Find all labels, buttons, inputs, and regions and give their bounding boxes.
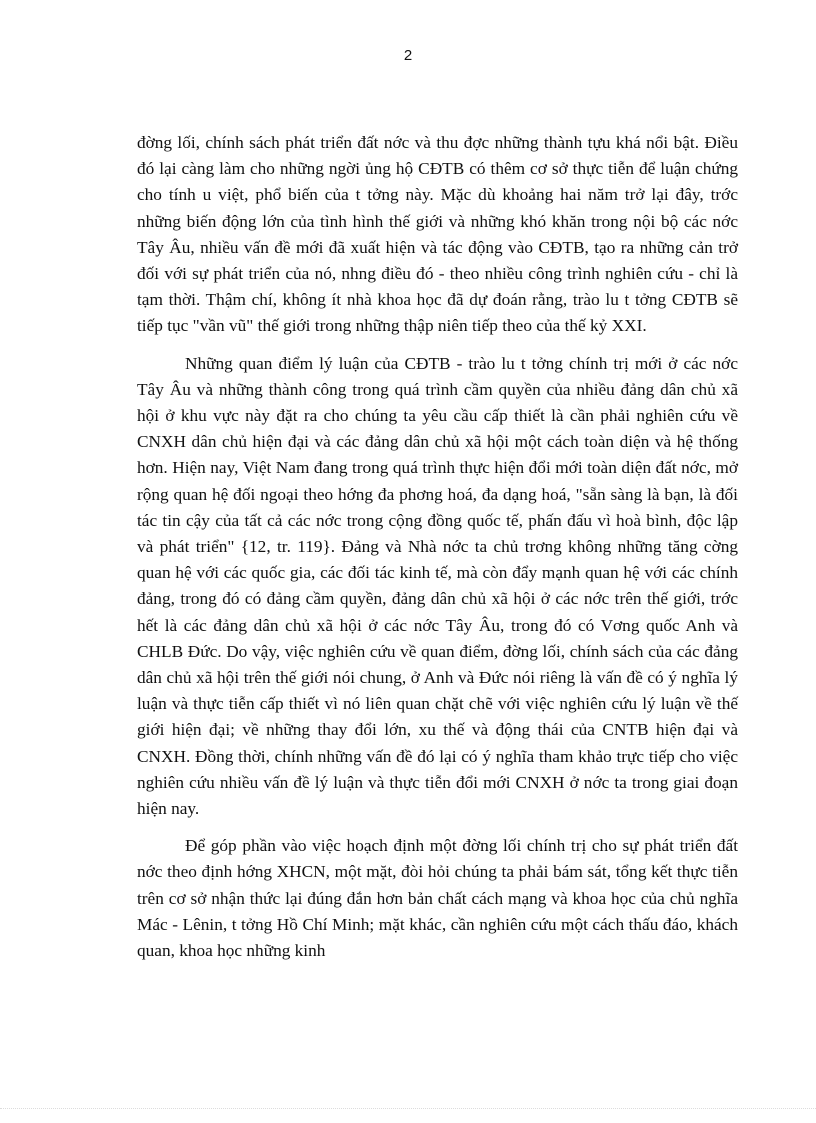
paragraph-3: Để góp phần vào việc hoạch định một đờng lối chính trị cho sự phát triển đất nớc theo định hớng XHCN, một mặt, đòi hỏi chúng ta phải bám sát, tổng kết thực tiễn trên cơ sở nhận thức lại đúng đắn hơn bản chất cách mạng và khoa học của chủ nghĩa Mác - Lênin, t tởng Hồ Chí Minh; mặt khác, cần nghiên cứu một cách thấu đáo, khách quan, khoa học những kinh [137,836,738,961]
page-bottom-divider [0,1108,816,1109]
document-body [137,130,738,975]
paragraph-2: Những quan điểm lý luận của CĐTB - trào lu t tởng chính trị mới ở các nớc Tây Âu và những thành công trong quá trình cầm quyền của nhiều đảng dân chủ xã hội ở khu vực này đặt ra cho chúng ta yêu cầu cấp thiết là cần phải nghiên cứu về CNXH dân chủ hiện đại và các đảng dân chủ xã hội một cách toàn diện và hệ thống hơn. Hiện nay, Việt Nam đang trong quá trình thực hiện đổi mới toàn diện đất nớc, mở rộng quan hệ đối ngoại theo hớng đa phơng hoá, đa dạng hoá, "sẵn sàng là bạn, là đối tác tin cậy của tất cả các nớc trong cộng đồng quốc tế, phấn đấu vì hoà bình, độc lập và phát triển" {12, tr. 119}. Đảng và Nhà nớc ta chủ trơng không những tăng cờng quan hệ với các quốc gia, các đối tác kinh tế, mà còn đẩy mạnh quan hệ với các chính đảng, trong đó có đảng cầm quyền, đảng dân chủ xã hội ở các nớc trên thế giới, trớc hết là các đảng dân chủ xã hội ở các nớc Tây Âu, trong đó có Vơng quốc Anh và CHLB Đức. Do vậy, việc nghiên cứu về quan điểm, đờng lối, chính sách của các đảng dân chủ xã hội trên thế giới nói chung, ở Anh và Đức nói riêng là vấn đề có ý nghĩa lý luận và thực tiễn cấp thiết vì nó liên quan chặt chẽ với việc nghiên cứu lý luận về thế giới hiện đại; về những thay đổi lớn, xu thế và động thái của CNTB hiện đại và CNXH. Đồng thời, chính những vấn đề đó lại có ý nghĩa tham khảo trực tiếp cho việc nghiên cứu nhiều vấn đề lý luận và thực tiễn đổi mới CNXH ở nớc ta trong giai đoạn hiện nay. [137,353,738,819]
page-number: 2 [403,47,413,64]
paragraph-1: đờng lối, chính sách phát triển đất nớc và thu đợc những thành tựu khá nổi bật. Điều đó lại càng làm cho những ngời ủng hộ CĐTB có thêm cơ sở thực tiễn để luận chứng cho tính u việt, phổ biến của t tởng này. Mặc dù khoảng hai năm trở lại đây, trớc những biến động lớn của tình hình thế giới và những khó khăn trong nội bộ các nớc Tây Âu, nhiều vấn đề mới đã xuất hiện và tác động vào CĐTB, tạo ra những cản trở đối với sự phát triển của nó, nhng điều đó - theo nhiều công trình nghiên cứu - chỉ là tạm thời. Thậm chí, không ít nhà khoa học đã dự đoán rằng, trào lu t tởng CĐTB sẽ tiếp tục "vần vũ" thế giới trong những thập niên tiếp theo của thế kỷ XXI. [137,133,738,336]
